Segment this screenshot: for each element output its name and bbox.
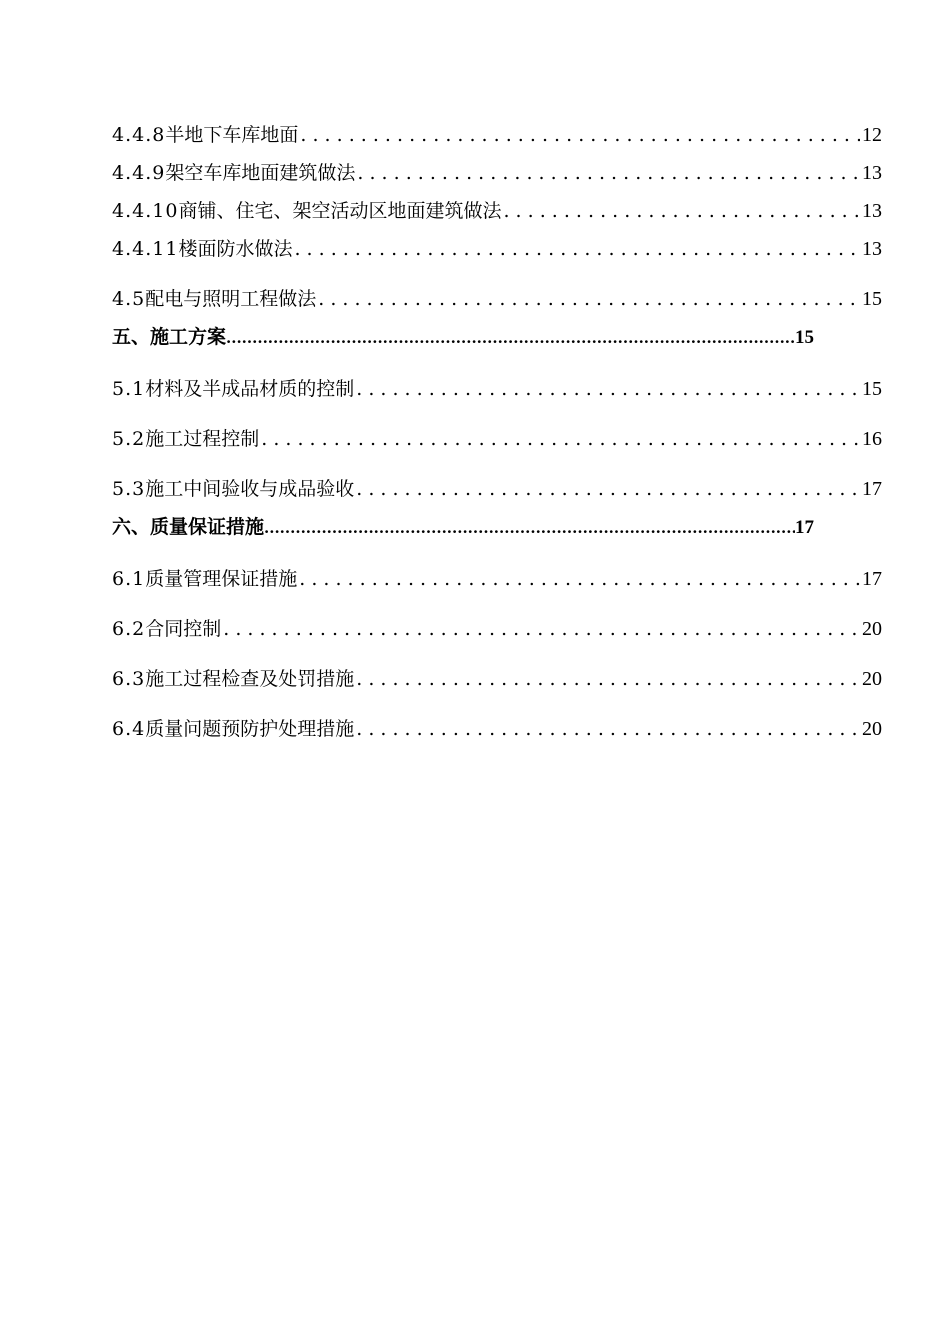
toc-title: 施工中间验收与成品验收 [145, 478, 355, 500]
dot-leader [357, 159, 860, 187]
toc-page-number: 15 [862, 378, 882, 400]
toc-title: 合同控制 [145, 618, 222, 640]
toc-number: 6.3 [112, 668, 146, 690]
toc-entry-6-2[interactable] [112, 615, 882, 643]
toc-title: 材料及半成品材质的控制 [145, 378, 355, 400]
toc-title: 商铺、住宅、架空活动区地面建筑做法 [178, 200, 502, 222]
dot-leader [261, 425, 860, 453]
toc-page-number: 12 [862, 124, 882, 146]
toc-page-number: 17 [795, 517, 814, 538]
toc-page-number: 17 [862, 568, 882, 590]
dot-leader [264, 513, 795, 542]
toc-number: 5.2 [112, 428, 146, 450]
dot-leader [356, 375, 860, 403]
toc-number: 4.5 [112, 288, 146, 310]
toc-entry-5-1[interactable] [112, 375, 882, 403]
toc-chapter-title: 六、质量保证措施 [112, 516, 265, 538]
dot-leader [300, 121, 860, 149]
dot-leader [223, 615, 860, 643]
toc-entry-4-4-9[interactable] [112, 159, 882, 187]
toc-title: 半地下车库地面 [165, 124, 299, 146]
toc-entry-4-4-10[interactable] [112, 197, 882, 225]
toc-entry-5-3[interactable] [112, 475, 882, 503]
toc-page-number: 15 [862, 288, 882, 310]
toc-number: 4.4.11 [112, 238, 179, 260]
toc-number: 5.1 [112, 378, 146, 400]
toc-entry-6-4[interactable] [112, 715, 882, 743]
toc-chapter-title: 五、施工方案 [112, 326, 227, 348]
toc-entry-6-3[interactable] [112, 665, 882, 693]
toc-title: 架空车库地面建筑做法 [165, 162, 356, 184]
toc-page-number: 20 [862, 668, 882, 690]
toc-entry-4-4-8[interactable] [112, 121, 882, 149]
toc-chapter-5[interactable] [112, 323, 814, 351]
dot-leader [503, 197, 860, 225]
toc-title: 楼面防水做法 [178, 238, 293, 260]
toc-title: 施工过程检查及处罚措施 [145, 668, 355, 690]
toc-number: 6.1 [112, 568, 146, 590]
toc-page-number: 17 [862, 478, 882, 500]
toc-number: 6.2 [112, 618, 146, 640]
toc-entry-6-1[interactable] [112, 565, 882, 593]
dot-leader [356, 475, 860, 503]
dot-leader [226, 323, 795, 352]
toc-title: 配电与照明工程做法 [145, 288, 317, 310]
toc-entry-4-5[interactable] [112, 285, 882, 313]
toc-title: 施工过程控制 [145, 428, 260, 450]
toc-chapter-6[interactable] [112, 513, 814, 541]
toc-page-number: 15 [795, 327, 814, 348]
dot-leader [294, 235, 860, 263]
toc-page-number: 16 [862, 428, 882, 450]
toc-page-number: 20 [862, 618, 882, 640]
toc-number: 4.4.10 [112, 200, 179, 222]
dot-leader [356, 665, 860, 693]
dot-leader [356, 715, 860, 743]
toc-title: 质量管理保证措施 [145, 568, 298, 590]
toc-number: 4.4.8 [112, 124, 166, 146]
toc-title: 质量问题预防护处理措施 [145, 718, 355, 740]
toc-page-number: 13 [862, 238, 882, 260]
dot-leader [299, 565, 860, 593]
toc-number: 4.4.9 [112, 162, 166, 184]
toc-page-number: 13 [862, 200, 882, 222]
dot-leader [318, 285, 860, 313]
toc-entry-5-2[interactable] [112, 425, 882, 453]
toc-page-number: 13 [862, 162, 882, 184]
toc-entry-4-4-11[interactable] [112, 235, 882, 263]
toc-number: 6.4 [112, 718, 146, 740]
toc-page-number: 20 [862, 718, 882, 740]
toc-number: 5.3 [112, 478, 146, 500]
